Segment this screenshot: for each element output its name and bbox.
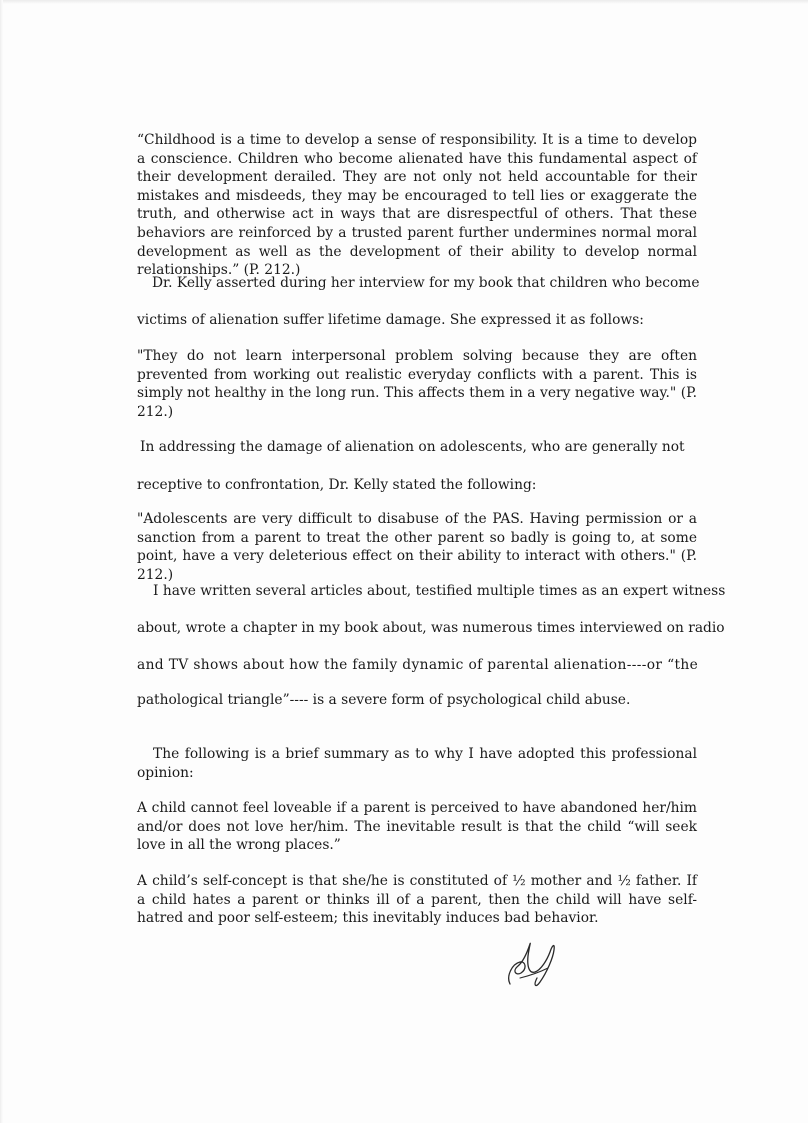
point-self-concept: A child’s self-concept is that she/he is constituted of ½ mother and ½ father. If a child hates a parent or thinks ill of a parent, then the child will have self-hatred and poor self-esteem; this inevitably induces bad behavior.: [137, 873, 697, 927]
quote-adolescents: "Adolescents are very difficult to disabuse of the PAS. Having permission or a sanction from a parent to treat the other parent so badly is going to, at some point, have a very deleterious effect on their ability to interact with others." (P. 212.): [137, 511, 697, 583]
kelly-intro-line-1: Dr. Kelly asserted during her interview for my book that children who become: [152, 275, 700, 291]
written-line-1: I have written several articles about, testified multiple times as an expert witness: [153, 583, 726, 599]
written-line-3: and TV shows about how the family dynamic of parental alienation----or “the: [137, 657, 699, 673]
kelly-intro-line-2: victims of alienation suffer lifetime damage. She expressed it as follows:: [137, 312, 644, 328]
summary-intro: The following is a brief summary as to why I have adopted this professional opinion:: [137, 746, 697, 781]
scan-edge: [0, 0, 3, 1123]
scan-edge: [0, 0, 808, 4]
adolescents-intro-line-2: receptive to confrontation, Dr. Kelly stated the following:: [137, 477, 537, 493]
quote-interpersonal: "They do not learn interpersonal problem solving because they are often prevented from working out realistic everyday conflicts with a parent. This is simply not healthy in the long run. This affects them in a very negative way." (P. 212.): [137, 348, 697, 420]
point-loveable: A child cannot feel loveable if a parent is perceived to have abandoned her/him and/or does not love her/him. The inevitable result is that the child “will seek love in all the wrong places.”: [137, 800, 697, 854]
written-line-4: pathological triangle”---- is a severe form of psychological child abuse.: [137, 692, 631, 708]
adolescents-intro-line-1: In addressing the damage of alienation on adolescents, who are generally not: [140, 439, 685, 455]
handwritten-initials-icon: [500, 938, 560, 990]
written-line-2: about, wrote a chapter in my book about, was numerous times interviewed on radio: [137, 620, 725, 636]
quote-childhood: “Childhood is a time to develop a sense of responsibility. It is a time to develop a conscience. Children who become alienated have this fundamental aspect of their development derailed. They are not only not held accountable for their mistakes and misdeeds, they may be encouraged to tell lies or exaggerate the truth, and otherwise act in ways that are disrespectful of others. That these behaviors are reinforced by a trusted parent further undermines normal moral development as well as the development of their ability to develop normal relationships.” (P. 212.): [137, 132, 697, 279]
